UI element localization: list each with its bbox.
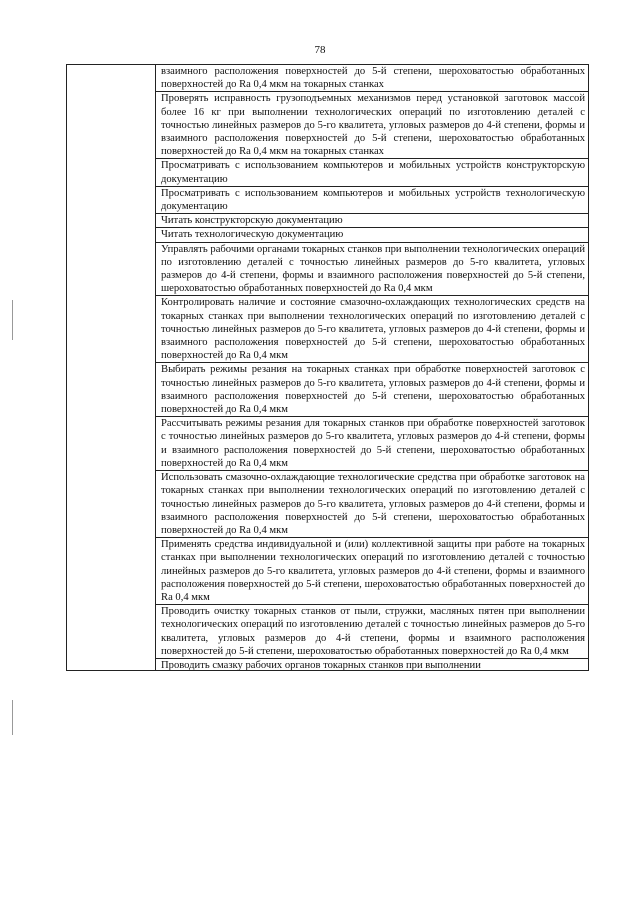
- table-cell-text: Проводить смазку рабочих органов токарных станков при выполнении: [161, 659, 481, 670]
- table-cell: Читать конструкторскую документацию: [156, 214, 589, 228]
- scan-edge-mark: [12, 300, 13, 340]
- table-cell: Выбирать режимы резания на токарных станках при обработке поверхностей заготовок с точностью линейных размеров до 5-го квалитета, угловых размеров до 4-й степени, формы и взаимного расположения поверхностей до 5-й степени, шероховатостью обработанных поверхностей до Ra 0,4 мкм: [156, 363, 589, 417]
- table-cell: Просматривать с использованием компьютеров и мобильных устройств технологическую документацию: [156, 186, 589, 213]
- table-row: [67, 65, 589, 92]
- left-column-cell: [67, 65, 156, 671]
- table-cell: Управлять рабочими органами токарных станков при выполнении технологических операций по изготовлению деталей с точностью линейных размеров до 5-го квалитета, угловых размеров до 4-й степени, формы и взаимного расположения поверхностей до 5-й степени, шероховатостью обработанных поверхностей до Ra 0,4 мкм: [156, 242, 589, 296]
- table-cell: [156, 658, 589, 670]
- table-cell: Применять средства индивидуальной и (или) коллективной защиты при работе на токарных станках при выполнении технологических операций по изготовлению деталей с точностью линейных размеров до 5-го квалитета, угловых размеров до 4-й степени, формы и взаимного расположения поверхностей до 5-й степени, шероховатостью обработанных поверхностей до Ra 0,4 мкм: [156, 538, 589, 605]
- table-cell: Просматривать с использованием компьютеров и мобильных устройств конструкторскую документацию: [156, 159, 589, 186]
- table-cell: Читать технологическую документацию: [156, 228, 589, 242]
- page-number: 78: [314, 44, 326, 56]
- table-cell: Проводить очистку токарных станков от пыли, стружки, масляных пятен при выполнении технологических операций по изготовлению деталей с точностью линейных размеров до 5-го квалитета, угловых размеров до 4-й степени, формы и взаимного расположения поверхностей до 5-й степени, шероховатостью обработанных поверхностей до Ra 0,4 мкм: [156, 605, 589, 659]
- scan-edge-mark: [12, 700, 13, 735]
- table-cell: Проверять исправность грузоподъемных механизмов перед установкой заготовок массой более 16 кг при выполнении технологических операций по изготовлению деталей с точностью линейных размеров до 5-го квалитета, угловых размеров до 4-й степени, формы и взаимного расположения поверхностей до 5-й степени, шероховатостью обработанных поверхностей до Ra 0,4 мкм на токарных станках: [156, 92, 589, 159]
- table-cell: Контролировать наличие и состояние смазочно-охлаждающих технологических средств на токарных станках при выполнении технологических операций по изготовлению деталей с точностью линейных размеров до 5-го квалитета, угловых размеров до 4-й степени, формы и взаимного расположения поверхностей до 5-й степени, шероховатостью обработанных поверхностей до Ra 0,4 мкм: [156, 296, 589, 363]
- table-cell: Использовать смазочно-охлаждающие технологические средства при обработке заготовок на токарных станках при выполнении технологических операций по изготовлению деталей с точностью линейных размеров до 5-го квалитета, угловых размеров до 4-й степени, формы и взаимного расположения поверхностей до 5-й степени, шероховатостью обработанных поверхностей до Ra 0,4 мкм: [156, 471, 589, 538]
- table-cell: Рассчитывать режимы резания для токарных станков при обработке поверхностей заготовок с точностью линейных размеров до 5-го квалитета, угловых размеров до 4-й степени, формы и взаимного расположения поверхностей до 5-й степени, шероховатостью обработанных поверхностей до Ra 0,4 мкм: [156, 417, 589, 471]
- table-cell: взаимного расположения поверхностей до 5-й степени, шероховатостью обработанных поверхностей до Ra 0,4 мкм на токарных станках: [156, 65, 589, 92]
- skills-table: [66, 64, 589, 671]
